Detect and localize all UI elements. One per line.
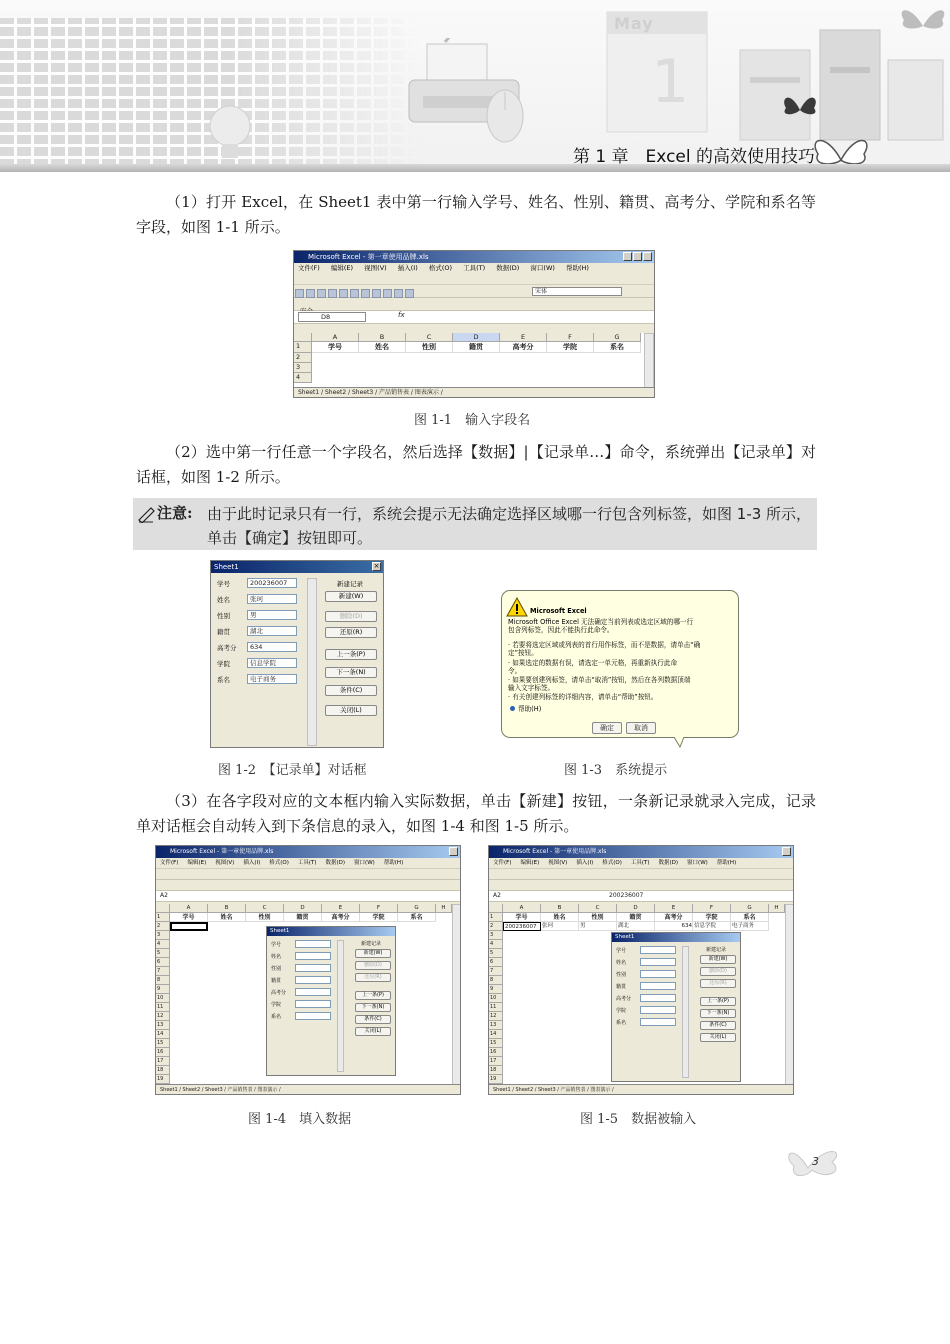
field-cell[interactable]: 系名 <box>398 913 436 922</box>
data-cell[interactable]: 男 <box>579 922 617 931</box>
field-cell[interactable]: 籍贯 <box>453 342 500 353</box>
mouse-icon <box>480 86 530 146</box>
row-header[interactable]: 2 <box>156 922 170 931</box>
column-header[interactable]: H <box>436 904 452 913</box>
close-button[interactable] <box>643 252 652 261</box>
menu-tools[interactable]: 工具(T) <box>630 860 650 866</box>
record-input[interactable] <box>295 988 331 996</box>
row-header[interactable]: 13 <box>489 1021 503 1030</box>
criteria-button[interactable]: 条件(C) <box>325 685 377 696</box>
record-form-button[interactable]: 还原(R) <box>700 979 736 988</box>
row-header[interactable]: 6 <box>489 958 503 967</box>
page-header <box>0 0 950 172</box>
field-cell[interactable]: 学院 <box>547 342 594 353</box>
field-label: 学号 <box>217 580 230 588</box>
worksheet-grid[interactable] <box>156 904 452 1086</box>
maximize-button[interactable] <box>633 252 642 261</box>
row-header[interactable]: 5 <box>489 949 503 958</box>
delete-button[interactable]: 删除(D) <box>325 611 377 622</box>
row-header[interactable]: 4 <box>156 940 170 949</box>
alert-text-line: Microsoft Office Excel 无法确定当前列表或选定区域的哪一行 <box>508 618 694 626</box>
field-label: 性别 <box>217 612 230 620</box>
menu-insert[interactable]: 插入(I) <box>243 860 261 866</box>
row-header[interactable]: 17 <box>489 1057 503 1066</box>
sheet-tabs[interactable]: Sheet1 / Sheet2 / Sheet3 / 产品销售表 / 图表演示 / <box>489 1084 793 1094</box>
paste-icon[interactable] <box>361 289 370 298</box>
record-input[interactable] <box>295 940 331 948</box>
close-button[interactable] <box>449 847 458 856</box>
menu-file[interactable]: 文件(F) <box>160 860 179 866</box>
row-header[interactable]: 8 <box>156 976 170 985</box>
record-form-button[interactable]: 删除(D) <box>700 967 736 976</box>
menu-edit[interactable]: 编辑(E) <box>330 264 354 272</box>
menu-format[interactable]: 格式(O) <box>269 860 289 866</box>
row-header[interactable]: 9 <box>156 985 170 994</box>
standard-toolbar <box>294 285 654 298</box>
record-input[interactable] <box>295 976 331 984</box>
field-label: 高考分 <box>271 990 287 996</box>
excel-window-fig1-1 <box>293 250 655 398</box>
new-icon[interactable] <box>295 289 304 298</box>
field-cell[interactable]: 性别 <box>406 342 453 353</box>
column-header[interactable]: B <box>541 904 579 913</box>
row-header[interactable]: 8 <box>489 976 503 985</box>
field-cell[interactable]: 高考分 <box>500 342 547 353</box>
menu-tools[interactable]: 工具(T) <box>463 264 486 272</box>
row-header[interactable]: 9 <box>489 985 503 994</box>
close-button[interactable] <box>782 847 791 856</box>
field-cell[interactable]: 学院 <box>693 913 731 922</box>
note-label: 注意: <box>157 504 193 522</box>
field-cell[interactable]: 籍贯 <box>284 913 322 922</box>
column-header[interactable]: E <box>322 904 360 913</box>
record-form-button[interactable]: 关闭(L) <box>700 1033 736 1042</box>
field-cell[interactable]: 系名 <box>731 913 769 922</box>
row-header[interactable]: 4 <box>294 373 312 383</box>
alert-help-label: 帮助(H) <box>518 705 542 713</box>
formula-bar <box>294 311 654 324</box>
alert-text-line: 输入文字标签。 <box>508 684 555 692</box>
dialog-title: Sheet1 <box>214 563 239 571</box>
record-form-button[interactable]: 下一条(N) <box>700 1009 736 1018</box>
pen-note-icon <box>137 505 155 523</box>
record-input[interactable] <box>295 1012 331 1020</box>
menu-edit[interactable]: 编辑(E) <box>520 860 540 866</box>
column-header[interactable]: B <box>359 333 406 342</box>
field-label: 性别 <box>616 972 627 978</box>
security-toolbar <box>156 880 460 891</box>
minimize-button[interactable] <box>623 252 632 261</box>
menu-tools[interactable]: 工具(T) <box>297 860 317 866</box>
row-header[interactable]: 16 <box>156 1048 170 1057</box>
alert-text-line: · 有关创建列标签的详细内容，请单击“帮助”按钮。 <box>508 693 658 701</box>
paragraph-step-3: （3）在各字段对应的文本框内输入实际数据，单击【新建】按钮，一条新记录就录入完成，记录单对话框会自动转入到下条信息的录入，如图 1-4 和图 1-5 所示。 <box>136 792 816 835</box>
record-scrollbar[interactable] <box>682 946 689 1078</box>
row-header[interactable]: 1 <box>489 913 503 922</box>
record-input[interactable] <box>295 964 331 972</box>
previous-button[interactable]: 上一条(P) <box>325 649 377 660</box>
record-form-button[interactable]: 下一条(N) <box>355 1003 391 1012</box>
menu-file[interactable]: 文件(F) <box>298 264 320 272</box>
row-header[interactable]: 2 <box>294 353 312 363</box>
score-field[interactable]: 634 <box>247 642 297 652</box>
excel-menu-bar <box>489 858 793 869</box>
menu-format[interactable]: 格式(O) <box>428 264 453 272</box>
column-header[interactable]: C <box>406 333 453 342</box>
row-header[interactable]: 13 <box>156 1021 170 1030</box>
field-cell[interactable]: 性别 <box>579 913 617 922</box>
data-cell[interactable]: 200236007 <box>503 922 541 931</box>
note-box <box>133 498 817 550</box>
gender-field[interactable]: 男 <box>247 610 297 620</box>
record-status: 新建记录 <box>337 580 363 588</box>
chapter-title: 第 1 章 Excel 的高效使用技巧 <box>572 147 815 167</box>
standard-toolbar <box>156 869 460 880</box>
field-cell[interactable]: 性别 <box>246 913 284 922</box>
formula-bar <box>489 891 793 902</box>
menu-data[interactable]: 数据(D) <box>325 860 346 866</box>
row-header[interactable]: 10 <box>156 994 170 1003</box>
field-label: 学院 <box>616 1008 627 1014</box>
row-header[interactable]: 18 <box>156 1066 170 1075</box>
alert-text-line: · 如果要创建列标签，请单击“取消”按钮，然后在各列数据顶端 <box>508 676 691 684</box>
record-input[interactable] <box>640 1006 676 1014</box>
alert-text-line: · 若要将选定区域或列表的首行用作标签，而不是数据，请单击“确 <box>508 641 701 649</box>
dialog-title: Sheet1 <box>615 934 635 940</box>
figure-caption: 图 1-5 数据被输入 <box>580 1112 697 1127</box>
field-label: 学号 <box>271 942 282 948</box>
security-toolbar <box>294 298 654 311</box>
record-form-button[interactable]: 上一条(P) <box>355 991 391 1000</box>
excel-title: Microsoft Excel - 第一章使用品牌.xls <box>308 253 429 261</box>
record-form-button[interactable]: 上一条(P) <box>700 997 736 1006</box>
field-label: 籍贯 <box>616 984 627 990</box>
field-label: 系名 <box>271 1014 282 1020</box>
record-input[interactable] <box>640 982 676 990</box>
bulb-icon <box>200 98 260 168</box>
field-label: 姓名 <box>616 960 627 966</box>
sheet-tabs[interactable]: Sheet1 / Sheet2 / Sheet3 / 产品销售表 / 图表演示 / <box>156 1084 460 1094</box>
dialog-title-bar <box>211 561 383 573</box>
alert-text-line: · 如果选定的数据有误，请选定一单元格，再重新执行此命 <box>508 659 678 667</box>
column-header[interactable]: F <box>693 904 731 913</box>
dialog-title-bar <box>612 933 740 942</box>
restore-button[interactable]: 还原(R) <box>325 627 377 638</box>
column-header[interactable]: G <box>398 904 436 913</box>
select-all-corner[interactable] <box>156 904 170 913</box>
column-header[interactable]: B <box>208 904 246 913</box>
excel-title-bar <box>294 251 654 263</box>
ok-button[interactable]: 确定 <box>592 722 622 734</box>
row-header[interactable]: 19 <box>156 1075 170 1084</box>
field-cell[interactable]: 高考分 <box>655 913 693 922</box>
svg-text:1: 1 <box>651 47 690 117</box>
alert-help-link[interactable] <box>510 705 541 713</box>
record-form-button[interactable]: 条件(C) <box>355 1015 391 1024</box>
excel-menu-bar <box>294 263 654 285</box>
figure-caption: 图 1-2 【记录单】对话框 <box>218 763 367 778</box>
new-record-button[interactable]: 新建(W) <box>325 591 377 602</box>
row-header[interactable]: 1 <box>156 913 170 922</box>
column-header[interactable]: D <box>617 904 655 913</box>
record-form-button[interactable]: 新建(W) <box>355 949 391 958</box>
field-label: 高考分 <box>217 644 237 652</box>
record-scrollbar[interactable] <box>337 940 344 1072</box>
row-header[interactable]: 18 <box>489 1066 503 1075</box>
record-form-dialog <box>266 926 396 1076</box>
menu-insert[interactable]: 插入(I) <box>576 860 594 866</box>
column-header[interactable]: F <box>547 333 594 342</box>
field-label: 籍贯 <box>217 628 230 636</box>
field-label: 学院 <box>217 660 230 668</box>
excel-title-bar <box>489 846 793 858</box>
column-header[interactable]: E <box>500 333 547 342</box>
butterfly-icon <box>896 4 950 34</box>
row-header[interactable]: 5 <box>156 949 170 958</box>
dialog-title: Sheet1 <box>270 928 290 934</box>
menu-format[interactable]: 格式(O) <box>602 860 622 866</box>
figure-caption: 图 1-1 输入字段名 <box>414 413 531 428</box>
paragraph-step-1: （1）打开 Excel，在 Sheet1 表中第一行输入学号、姓名、性别、籍贯、高考分、学院和系名等字段，如图 1-1 所示。 <box>136 193 816 236</box>
column-header[interactable]: C <box>579 904 617 913</box>
record-input[interactable] <box>640 994 676 1002</box>
next-button[interactable]: 下一条(N) <box>325 667 377 678</box>
blocks-icon <box>720 20 950 150</box>
alert-title: Microsoft Excel <box>530 607 587 615</box>
field-label: 高考分 <box>616 996 632 1002</box>
row-header[interactable]: 14 <box>489 1030 503 1039</box>
column-header[interactable]: E <box>655 904 693 913</box>
menu-window[interactable]: 窗口(W) <box>687 860 708 866</box>
menu-help[interactable]: 帮助(H) <box>716 860 737 866</box>
vertical-scrollbar[interactable] <box>644 333 654 389</box>
formula-value[interactable]: 200236007 <box>609 892 644 899</box>
header-decoration-text: May <box>614 14 654 33</box>
record-status: 新建记录 <box>361 941 382 947</box>
worksheet-grid[interactable] <box>294 333 644 389</box>
preview-icon[interactable] <box>339 289 348 298</box>
undo-icon[interactable] <box>372 289 381 298</box>
field-cell[interactable]: 系名 <box>594 342 641 353</box>
field-label: 姓名 <box>271 954 282 960</box>
row-header[interactable]: 3 <box>489 931 503 940</box>
row-header[interactable]: 2 <box>489 922 503 931</box>
row-header[interactable]: 15 <box>156 1039 170 1048</box>
standard-toolbar <box>489 869 793 880</box>
vertical-scrollbar[interactable] <box>785 904 794 1086</box>
field-label: 学院 <box>271 1002 282 1008</box>
open-icon[interactable] <box>306 289 315 298</box>
worksheet-grid[interactable] <box>489 904 785 1086</box>
row-header[interactable]: 3 <box>294 363 312 373</box>
data-cell[interactable]: 湖北 <box>617 922 655 931</box>
column-header[interactable]: F <box>360 904 398 913</box>
row-header[interactable]: 12 <box>489 1012 503 1021</box>
record-input[interactable] <box>295 952 331 960</box>
record-input[interactable] <box>640 970 676 978</box>
row-header[interactable]: 7 <box>156 967 170 976</box>
record-input[interactable] <box>640 1018 676 1026</box>
row-header[interactable]: 4 <box>489 940 503 949</box>
copy-icon[interactable] <box>350 289 359 298</box>
menu-view[interactable]: 视图(V) <box>548 860 568 866</box>
field-cell[interactable]: 姓名 <box>541 913 579 922</box>
field-label: 姓名 <box>217 596 230 604</box>
dialog-title-bar <box>267 927 395 936</box>
select-all-corner[interactable] <box>489 904 503 913</box>
row-header[interactable]: 11 <box>489 1003 503 1012</box>
active-cell[interactable] <box>170 922 208 931</box>
help-icon[interactable] <box>405 289 414 298</box>
row-header[interactable]: 15 <box>489 1039 503 1048</box>
warning-icon <box>506 597 528 617</box>
field-cell[interactable]: 学号 <box>312 342 359 353</box>
excel-title-bar <box>156 846 460 858</box>
balloon-tail <box>672 737 688 749</box>
menu-edit[interactable]: 编辑(E) <box>187 860 207 866</box>
record-status: 新建记录 <box>706 947 727 953</box>
menu-insert[interactable]: 插入(I) <box>397 264 418 272</box>
select-all-corner[interactable] <box>294 333 312 342</box>
name-field[interactable]: 张珂 <box>247 594 297 604</box>
vertical-scrollbar[interactable] <box>452 904 461 1086</box>
field-cell[interactable]: 学号 <box>503 913 541 922</box>
row-header[interactable]: 1 <box>294 342 312 353</box>
record-form-dialog <box>611 932 741 1082</box>
paragraph-step-2: （2）选中第一行任意一个字段名，然后选择【数据】|【记录单…】命令，系统弹出【记录单】对话框，如图 1-2 所示。 <box>136 443 816 486</box>
record-form-button[interactable]: 还原(R) <box>355 973 391 982</box>
field-label: 性别 <box>271 966 282 972</box>
record-input[interactable] <box>640 958 676 966</box>
department-field[interactable]: 电子商务 <box>247 674 297 684</box>
field-cell[interactable]: 籍贯 <box>617 913 655 922</box>
student-id-field[interactable]: 200236007 <box>247 578 297 588</box>
row-header[interactable]: 12 <box>156 1012 170 1021</box>
field-label: 系名 <box>616 1020 627 1026</box>
field-cell[interactable]: 学号 <box>170 913 208 922</box>
name-box[interactable]: D8 <box>298 312 366 322</box>
menu-data[interactable]: 数据(D) <box>496 264 520 272</box>
security-toolbar <box>489 880 793 891</box>
excel-window-fig1-5 <box>488 845 794 1095</box>
figure-caption: 图 1-3 系统提示 <box>564 763 668 778</box>
field-cell[interactable]: 学院 <box>360 913 398 922</box>
college-field[interactable]: 信息学院 <box>247 658 297 668</box>
menu-window[interactable]: 窗口(W) <box>530 264 555 272</box>
figure-caption: 图 1-4 填入数据 <box>248 1112 352 1127</box>
column-header[interactable]: D <box>453 333 500 342</box>
help-bullet-icon <box>510 706 515 711</box>
record-form-button[interactable]: 新建(W) <box>700 955 736 964</box>
hometown-field[interactable]: 湖北 <box>247 626 297 636</box>
alert-text-line: 令。 <box>508 667 522 675</box>
field-cell[interactable]: 姓名 <box>359 342 406 353</box>
menu-help[interactable]: 帮助(H) <box>383 860 404 866</box>
name-box[interactable]: A2 <box>160 892 168 899</box>
sum-icon[interactable] <box>383 289 392 298</box>
menu-view[interactable]: 视图(V) <box>364 264 387 272</box>
field-label: 籍贯 <box>271 978 282 984</box>
data-cell[interactable]: 电子商务 <box>731 922 769 931</box>
column-header[interactable]: G <box>594 333 641 342</box>
field-cell[interactable]: 姓名 <box>208 913 246 922</box>
menu-file[interactable]: 文件(F) <box>493 860 512 866</box>
column-header[interactable]: A <box>170 904 208 913</box>
name-box[interactable]: A2 <box>493 892 501 899</box>
row-header[interactable]: 14 <box>156 1030 170 1039</box>
close-icon[interactable]: × <box>373 562 380 570</box>
row-header[interactable]: 6 <box>156 958 170 967</box>
row-header[interactable]: 10 <box>489 994 503 1003</box>
print-icon[interactable] <box>328 289 337 298</box>
page-number: 3 <box>812 1155 819 1168</box>
data-cell[interactable]: 张珂 <box>541 922 579 931</box>
data-cell[interactable]: 信息学院 <box>693 922 731 931</box>
cancel-button[interactable]: 取消 <box>626 722 656 734</box>
record-form-button[interactable]: 删除(D) <box>355 961 391 970</box>
menu-view[interactable]: 视图(V) <box>215 860 235 866</box>
data-cell[interactable]: 634 <box>655 922 693 931</box>
row-header[interactable]: 16 <box>489 1048 503 1057</box>
system-alert-balloon <box>501 590 739 738</box>
column-header[interactable]: A <box>503 904 541 913</box>
column-header[interactable]: A <box>312 333 359 342</box>
excel-title: Microsoft Excel - 第一章使用品牌.xls <box>170 848 274 855</box>
row-header[interactable]: 11 <box>156 1003 170 1012</box>
record-form-dialog <box>210 560 384 748</box>
menu-help[interactable]: 帮助(H) <box>565 264 589 272</box>
close-button[interactable]: 关闭(L) <box>325 705 377 716</box>
save-icon[interactable] <box>317 289 326 298</box>
field-label: 系名 <box>217 676 230 684</box>
record-form-button[interactable]: 关闭(L) <box>355 1027 391 1036</box>
column-header[interactable]: H <box>769 904 785 913</box>
record-input[interactable] <box>295 1000 331 1008</box>
row-header[interactable]: 17 <box>156 1057 170 1066</box>
sheet-tabs[interactable]: Sheet1 / Sheet2 / Sheet3 / 产品销售表 / 图表演示 / <box>294 387 654 397</box>
butterfly-icon <box>780 90 820 120</box>
row-header[interactable]: 3 <box>156 931 170 940</box>
record-form-button[interactable]: 条件(C) <box>700 1021 736 1030</box>
row-header[interactable]: 19 <box>489 1075 503 1084</box>
record-scrollbar[interactable] <box>307 578 317 746</box>
excel-window-fig1-4 <box>155 845 461 1095</box>
alert-text-line: 包含列标签，因此不能执行此命令。 <box>508 626 614 634</box>
note-text: 由于此时记录只有一行，系统会提示无法确定选择区域哪一行包含列标签，如图 1-3 所示，单击【确定】按钮即可。 <box>207 505 812 547</box>
fx-icon: fx <box>398 311 405 319</box>
menu-data[interactable]: 数据(D) <box>658 860 679 866</box>
column-header[interactable]: C <box>246 904 284 913</box>
font-name-box[interactable]: 宋体 <box>532 287 622 296</box>
row-header[interactable]: 7 <box>489 967 503 976</box>
record-input[interactable] <box>640 946 676 954</box>
column-header[interactable]: G <box>731 904 769 913</box>
menu-window[interactable]: 窗口(W) <box>354 860 375 866</box>
formula-bar <box>156 891 460 902</box>
chart-icon[interactable] <box>394 289 403 298</box>
field-cell[interactable]: 高考分 <box>322 913 360 922</box>
excel-title: Microsoft Excel - 第一章使用品牌.xls <box>503 848 607 855</box>
column-header[interactable]: D <box>284 904 322 913</box>
alert-text-line: 定”按钮。 <box>508 649 538 657</box>
field-label: 学号 <box>616 948 627 954</box>
butterfly-icon <box>808 132 874 168</box>
excel-menu-bar <box>156 858 460 869</box>
